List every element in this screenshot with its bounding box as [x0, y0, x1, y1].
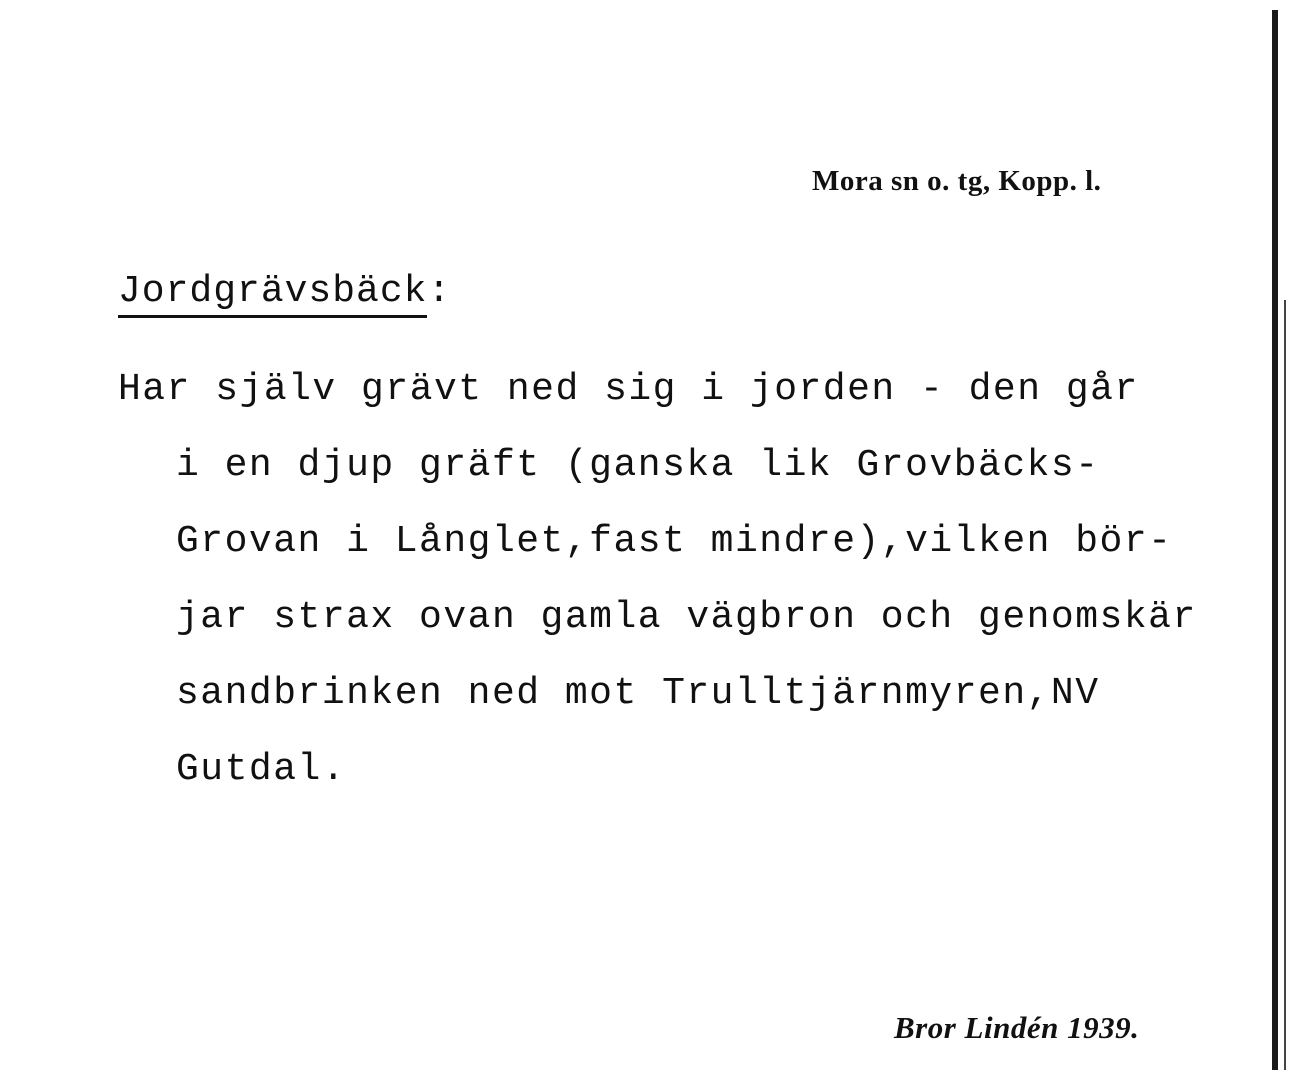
description-line: jar strax ovan gamla vägbron och genomskär — [176, 596, 1197, 639]
description-line: sandbrinken ned mot Trulltjärnmyren,NV — [176, 672, 1100, 715]
card-edge-shadow — [1284, 300, 1286, 1070]
author-signature: Bror Lindén 1939. — [894, 1010, 1140, 1045]
entry-title — [118, 270, 451, 318]
location-reference: Mora sn o. tg, Kopp. l. — [812, 165, 1102, 197]
description-line: Gutdal. — [176, 748, 347, 791]
description-line: Grovan i Långlet,fast mindre),vilken bör- — [176, 520, 1173, 563]
description-line: i en djup gräft (ganska lik Grovbäcks- — [176, 444, 1100, 487]
entry-title-word: Jordgrävsbäck — [118, 270, 427, 318]
entry-description — [0, 364, 1280, 820]
description-line: Har själv grävt ned sig i jorden - den går — [118, 368, 1139, 411]
entry-title-colon: : — [427, 270, 452, 313]
